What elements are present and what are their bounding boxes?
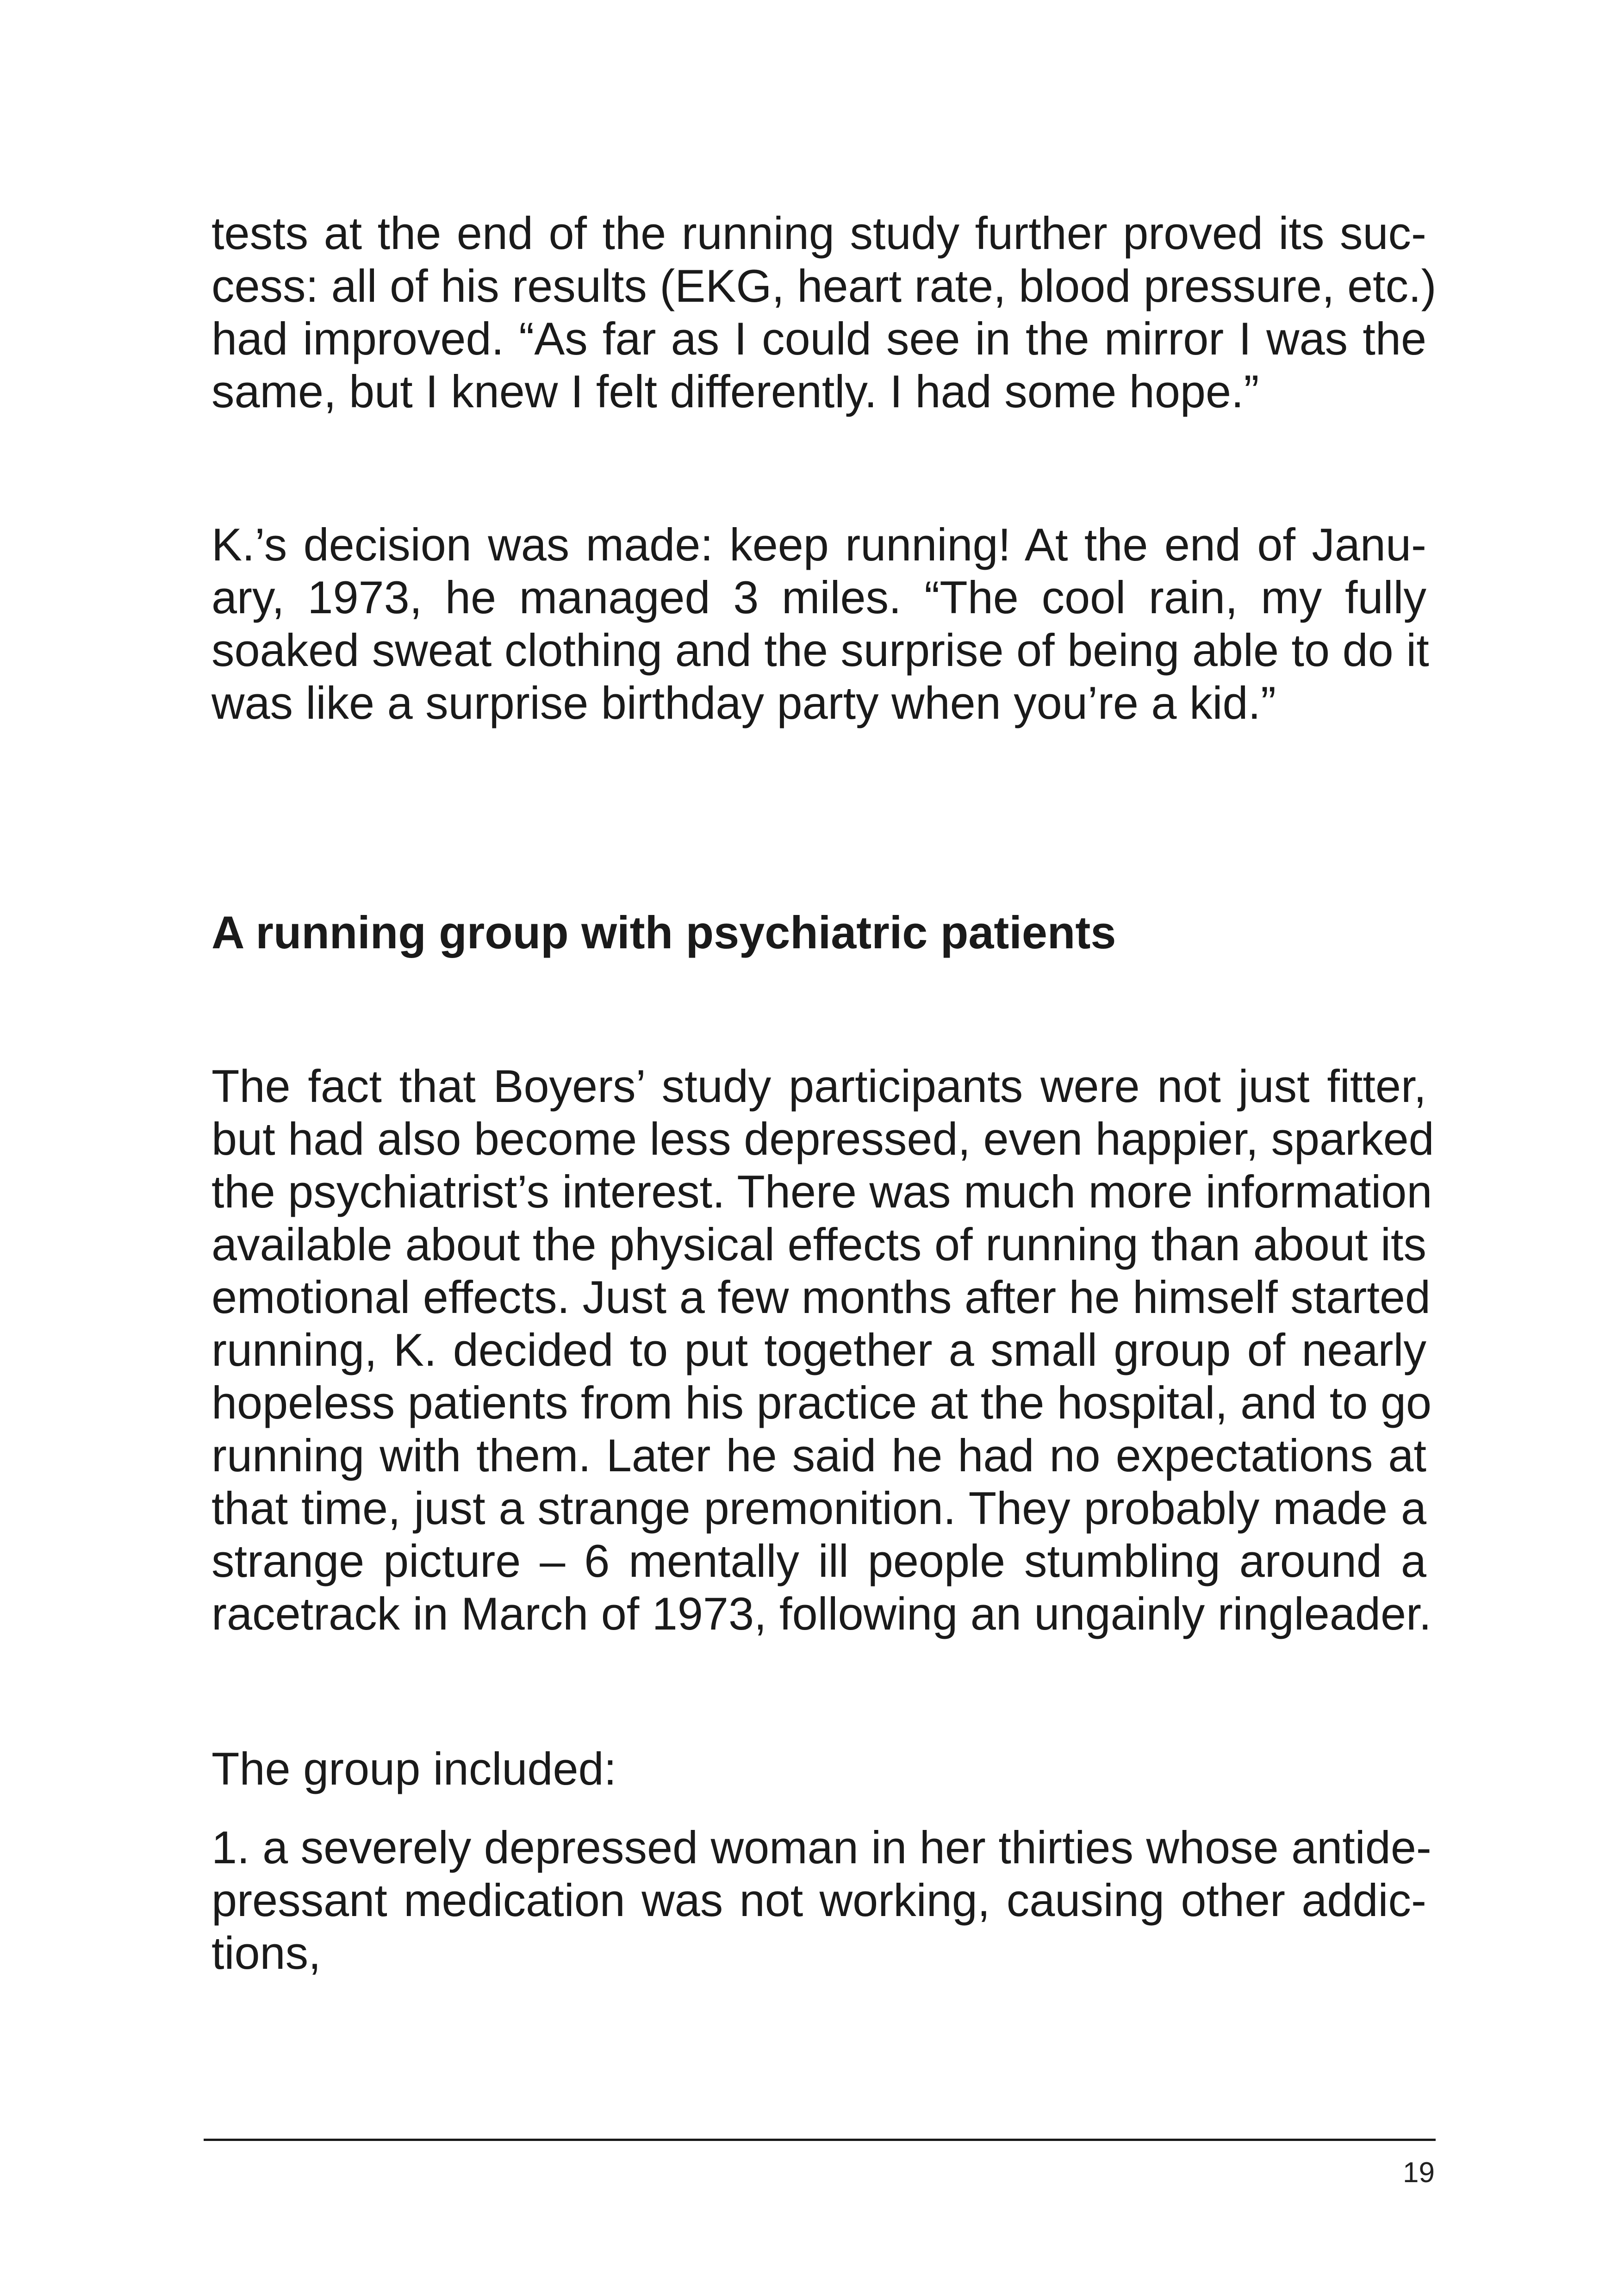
- text-line: The fact that Boyers’ study participants were not just fitter,: [212, 1060, 1426, 1112]
- text-line: pressant medication was not working, causing other addic-: [212, 1874, 1426, 1926]
- text-line: same, but I knew I felt differently. I had some hope.”: [212, 366, 1259, 417]
- text-line: available about the physical effects of running than about its: [212, 1219, 1426, 1270]
- page-number: 19: [1403, 2157, 1435, 2189]
- paragraph-test-results: [212, 207, 1437, 418]
- text-line: strange picture – 6 mentally ill people stumbling around a: [212, 1535, 1426, 1587]
- text-line: was like a surprise birthday party when you’re a kid.”: [212, 677, 1276, 728]
- text-line: that time, just a strange premonition. They probably made a: [212, 1482, 1426, 1534]
- text-line: tions,: [212, 1927, 321, 1979]
- list-item-1: [212, 1821, 1431, 1979]
- text-line: cess: all of his results (EKG, heart rate, blood pressure, etc.): [212, 260, 1437, 311]
- text-line: soaked sweat clothing and the surprise of being able to do it: [212, 624, 1429, 676]
- text-line: 1. a severely depressed woman in her thirties whose antide-: [212, 1822, 1431, 1873]
- text-line: hopeless patients from his practice at the hospital, and to go: [212, 1377, 1432, 1428]
- text-line: emotional effects. Just a few months after he himself started: [212, 1271, 1431, 1323]
- text-line: ary, 1973, he managed 3 miles. “The cool rain, my fully: [212, 572, 1426, 623]
- text-line: racetrack in March of 1973, following an ungainly ringleader.: [212, 1588, 1432, 1639]
- section-heading: A running group with psychiatric patients: [212, 907, 1116, 958]
- text-line: had improved. “As far as I could see in the mirror I was the: [212, 313, 1426, 364]
- text-line: the psychiatrist’s interest. There was much more information: [212, 1166, 1432, 1217]
- text-line: tests at the end of the running study further proved its suc-: [212, 207, 1426, 259]
- text-line: K.’s decision was made: keep running! At the end of Janu-: [212, 519, 1426, 570]
- text-line: The group included:: [212, 1743, 617, 1794]
- text-line: but had also become less depressed, even happier, sparked: [212, 1113, 1434, 1164]
- paragraph-group-intro: [212, 1742, 1426, 1795]
- text-line: running with them. Later he said he had no expectations at: [212, 1430, 1426, 1481]
- footer-divider: [204, 2139, 1436, 2141]
- paragraph-running-group: [212, 1060, 1434, 1640]
- paragraph-decision: [212, 518, 1429, 729]
- text-line: running, K. decided to put together a small group of nearly: [212, 1324, 1426, 1375]
